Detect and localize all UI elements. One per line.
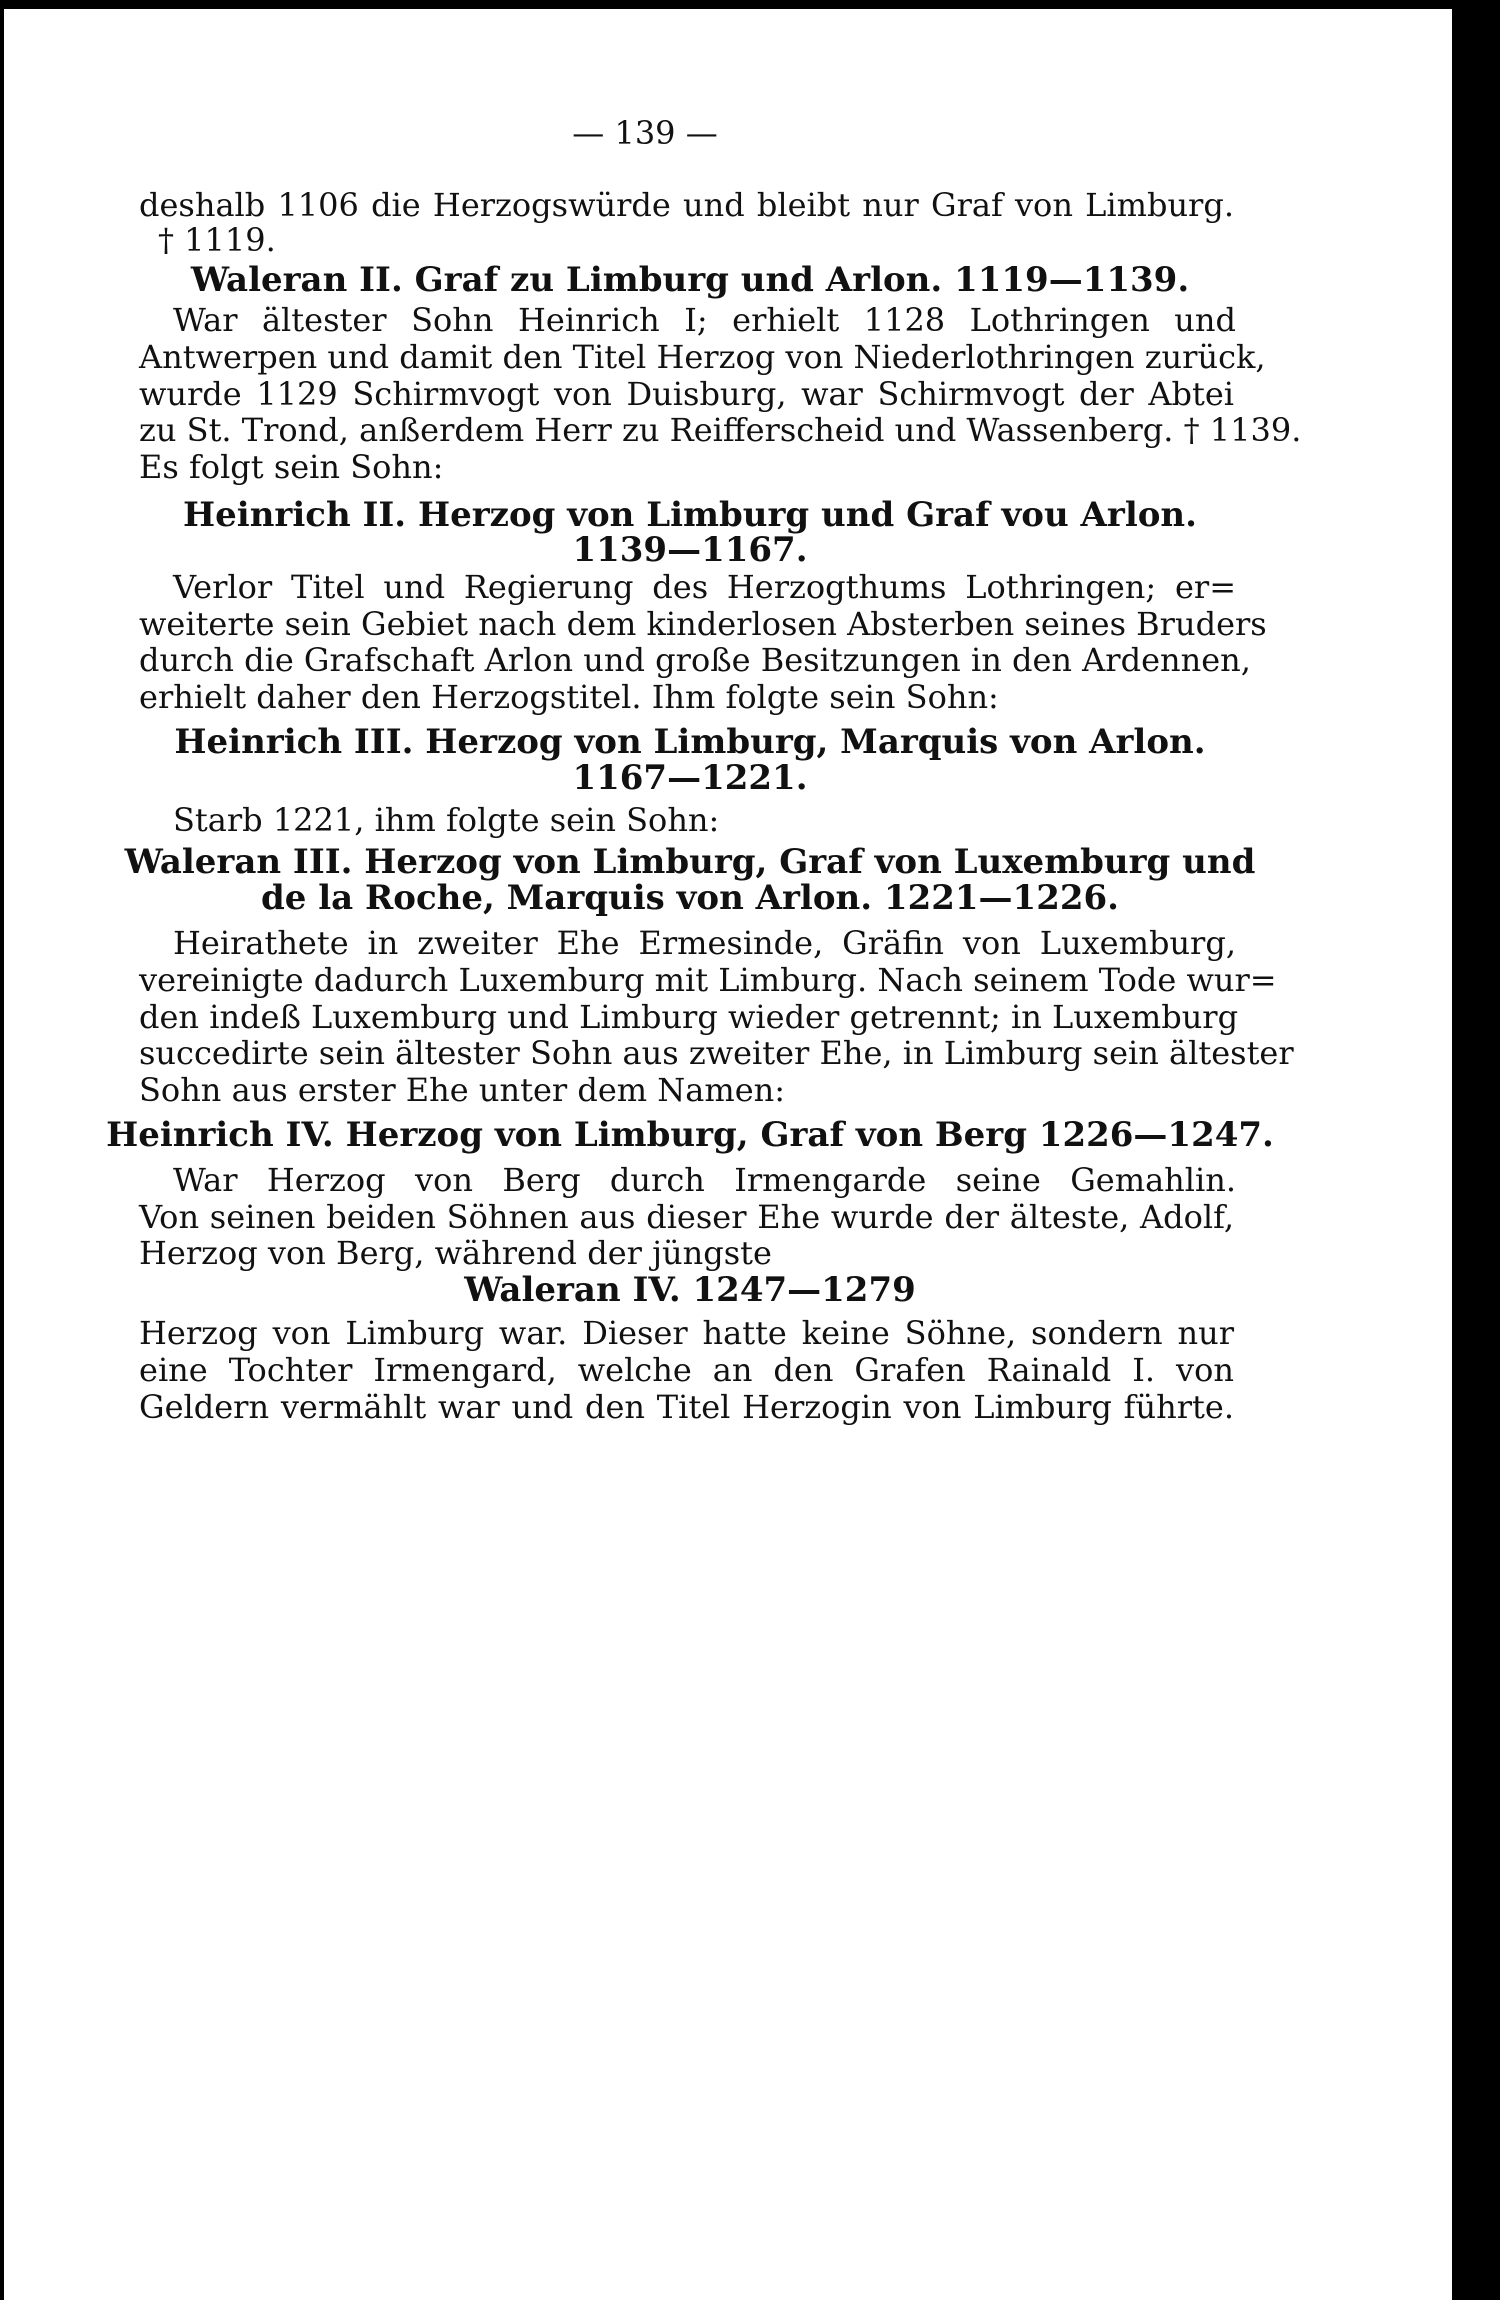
text-line: eine Tochter Irmengard, welche an den Grafen Rainald I. von — [139, 1351, 1234, 1389]
text-line: Von seinen beiden Söhnen aus dieser Ehe wurde der älteste, Adolf, — [139, 1198, 1234, 1236]
text-line: erhielt daher den Herzogstitel. Ihm folgte sein Sohn: — [139, 678, 999, 716]
scan-border-right — [1452, 0, 1500, 2300]
text-line: den indeß Luxemburg und Limburg wieder getrennt; in Luxemburg — [139, 998, 1239, 1036]
text-line: vereinigte dadurch Luxemburg mit Limburg. Nach seinem Tode wur= — [139, 961, 1277, 999]
section-heading-dates: 1139—1167. — [572, 530, 808, 570]
text-line: Starb 1221, ihm folgte sein Sohn: — [173, 801, 720, 839]
section-heading: Waleran III. Herzog von Limburg, Graf von Luxemburg und — [124, 842, 1256, 882]
text-line: succedirte sein ältester Sohn aus zweiter Ehe, in Limburg sein ältester — [139, 1034, 1294, 1072]
text-line: weiterte sein Gebiet nach dem kinderlosen Absterben seines Bruders — [139, 605, 1267, 643]
section-heading: de la Roche, Marquis von Arlon. 1221—1226. — [260, 878, 1120, 918]
text-line: Antwerpen und damit den Titel Herzog von Niederlothringen zurück, — [139, 338, 1266, 376]
text-line: Heirathete in zweiter Ehe Ermesinde, Gräfin von Luxemburg, — [173, 924, 1236, 962]
text-line: War ältester Sohn Heinrich I; erhielt 1128 Lothringen und — [173, 301, 1236, 339]
text-line: Es folgt sein Sohn: — [139, 448, 444, 486]
text-line: † 1119. — [158, 221, 276, 259]
section-heading: Heinrich II. Herzog von Limburg und Graf vou Arlon. — [183, 495, 1197, 535]
section-heading: Heinrich III. Herzog von Limburg, Marquis von Arlon. — [174, 722, 1206, 762]
text-line: War Herzog von Berg durch Irmengarde seine Gemahlin. — [173, 1161, 1236, 1199]
text-line: Herzog von Limburg war. Dieser hatte keine Söhne, sondern nur — [139, 1314, 1234, 1352]
page-number: — 139 — — [572, 114, 718, 152]
text-line: durch die Grafschaft Arlon und große Besitzungen in den Ardennen, — [139, 641, 1251, 679]
text-line: Sohn aus erster Ehe unter dem Namen: — [139, 1071, 786, 1109]
text-line: wurde 1129 Schirmvogt von Duisburg, war Schirmvogt der Abtei — [139, 375, 1234, 413]
text-line: Herzog von Berg, während der jüngste — [139, 1234, 772, 1272]
section-heading: Heinrich IV. Herzog von Limburg, Graf von Berg 1226—1247. — [106, 1115, 1274, 1155]
text-line: zu St. Trond, anßerdem Herr zu Reifferscheid und Wassenberg. † 1139. — [139, 411, 1302, 449]
text-line: deshalb 1106 die Herzogswürde und bleibt nur Graf von Limburg. — [139, 186, 1234, 224]
section-heading: Waleran II. Graf zu Limburg und Arlon. 1119—1139. — [190, 260, 1190, 300]
text-line: Verlor Titel und Regierung des Herzogthums Lothringen; er= — [173, 568, 1236, 606]
section-heading: Waleran IV. 1247—1279 — [464, 1270, 916, 1310]
section-heading-dates: 1167—1221. — [572, 758, 808, 798]
text-line: Geldern vermählt war und den Titel Herzogin von Limburg führte. — [139, 1388, 1234, 1426]
scan-border-top — [0, 0, 1500, 9]
